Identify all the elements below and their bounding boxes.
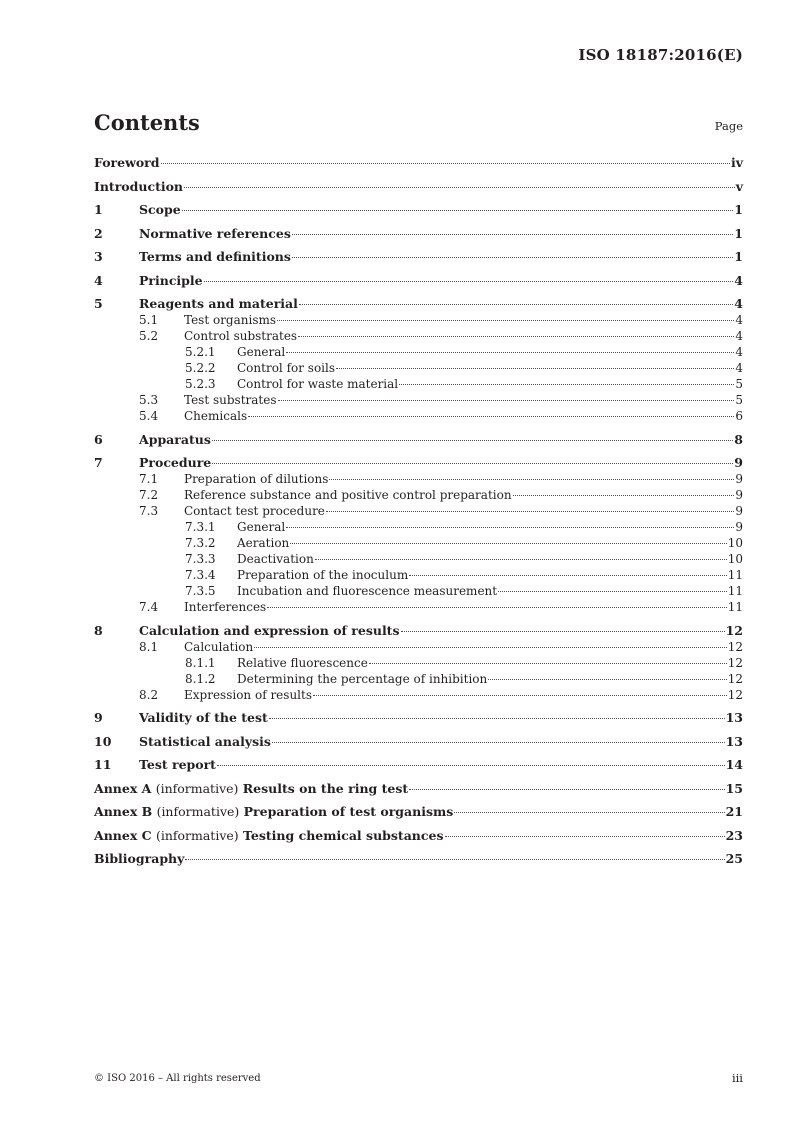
dot-leader bbox=[315, 558, 727, 560]
page-column-label: Page bbox=[714, 119, 743, 133]
toc-entry-page: 10 bbox=[727, 552, 743, 566]
toc-entry-number: 5 bbox=[94, 296, 103, 311]
toc-entry-title[interactable]: Introduction bbox=[94, 178, 184, 194]
toc-entry-number: 8 bbox=[94, 622, 103, 638]
dot-leader bbox=[513, 494, 735, 496]
toc-entry-page: 4 bbox=[734, 296, 743, 311]
dot-leader bbox=[212, 462, 733, 464]
page-title: Contents bbox=[94, 110, 200, 135]
dot-leader bbox=[454, 811, 724, 813]
toc-entry[interactable] bbox=[94, 471, 743, 487]
dot-leader bbox=[286, 351, 734, 353]
toc-entry[interactable] bbox=[94, 639, 743, 655]
toc-entry-number: 6 bbox=[94, 431, 103, 447]
toc-entry[interactable] bbox=[94, 328, 743, 344]
toc-entry-page: 11 bbox=[727, 584, 743, 598]
toc-entry-number: 8.2 bbox=[139, 687, 159, 702]
toc-entry-number: 2 bbox=[94, 225, 103, 241]
annex-type: (informative) bbox=[155, 827, 239, 843]
dot-leader bbox=[369, 662, 727, 664]
toc-entry-number: 7.3.1 bbox=[185, 520, 216, 534]
toc-entry-page: 9 bbox=[735, 504, 743, 518]
toc-entry-page: 12 bbox=[727, 639, 743, 654]
toc-entry-page: 25 bbox=[725, 851, 743, 866]
toc-entry[interactable] bbox=[94, 687, 743, 703]
toc-entry[interactable] bbox=[94, 455, 743, 471]
dot-leader bbox=[212, 439, 733, 441]
toc-entry[interactable] bbox=[94, 249, 743, 265]
toc-entry-number: 7.3.4 bbox=[185, 568, 216, 582]
dot-leader bbox=[286, 526, 734, 528]
toc-entry-title[interactable]: Apparatus bbox=[139, 431, 211, 447]
toc-entry-title[interactable]: Statistical analysis bbox=[139, 733, 271, 749]
dot-leader bbox=[336, 367, 734, 369]
toc-entry-number: 8.1.1 bbox=[185, 655, 216, 670]
toc-entry-page: 9 bbox=[735, 472, 743, 486]
toc-entry[interactable] bbox=[94, 671, 743, 687]
toc-entry[interactable] bbox=[94, 781, 743, 797]
toc-entry-title[interactable]: Reagents and material bbox=[139, 296, 298, 311]
dot-leader bbox=[313, 694, 727, 696]
dot-leader bbox=[248, 415, 734, 417]
toc-entry[interactable] bbox=[94, 202, 743, 218]
toc-entry[interactable] bbox=[94, 503, 743, 519]
document-id: ISO 18187:2016(E) bbox=[578, 46, 743, 64]
toc-entry-title[interactable]: Interferences bbox=[184, 600, 267, 614]
toc-entry-number: 8.1 bbox=[139, 639, 159, 654]
toc-entry[interactable] bbox=[94, 583, 743, 599]
toc-entry[interactable] bbox=[94, 179, 743, 195]
toc-entry-title[interactable]: Control substrates bbox=[184, 329, 298, 343]
toc-entry[interactable] bbox=[94, 567, 743, 583]
toc-entry-page: 1 bbox=[734, 249, 743, 264]
toc-entry[interactable] bbox=[94, 519, 743, 535]
toc-entry-title[interactable]: Foreword bbox=[94, 155, 160, 170]
annex-type: (informative) bbox=[155, 780, 239, 796]
toc-entry[interactable] bbox=[94, 273, 743, 289]
toc-entry-number: 7.3.3 bbox=[185, 552, 216, 566]
toc-entry-page: 13 bbox=[725, 733, 743, 749]
toc-entry[interactable] bbox=[94, 599, 743, 615]
toc-entry-title[interactable]: General bbox=[237, 345, 286, 359]
toc-entry-page: 6 bbox=[735, 409, 743, 423]
toc-entry-title[interactable]: Calculation and expression of results bbox=[139, 622, 400, 638]
dot-leader bbox=[269, 717, 725, 719]
toc-entry[interactable] bbox=[94, 392, 743, 408]
toc-entry-title[interactable]: Preparation of dilutions bbox=[184, 472, 329, 486]
toc-entry-title[interactable]: Control for waste material bbox=[237, 377, 399, 391]
dot-leader bbox=[204, 280, 734, 282]
dot-leader bbox=[292, 256, 733, 258]
toc-entry-page: 9 bbox=[735, 488, 743, 502]
toc-entry-page: 5 bbox=[735, 377, 743, 391]
dot-leader bbox=[272, 741, 725, 743]
dot-leader bbox=[409, 788, 724, 790]
toc-entry-title[interactable]: General bbox=[237, 520, 286, 534]
toc-entry[interactable] bbox=[94, 623, 743, 639]
dot-leader bbox=[254, 646, 726, 648]
toc-entry-number: 7.3 bbox=[139, 504, 159, 518]
toc-entry-page: 11 bbox=[727, 568, 743, 582]
toc-entry-number: 5.2.3 bbox=[185, 377, 216, 391]
toc-entry[interactable] bbox=[94, 655, 743, 671]
dot-leader bbox=[488, 678, 726, 680]
toc-entry[interactable] bbox=[94, 804, 743, 820]
dot-leader bbox=[401, 630, 725, 632]
toc-entry[interactable] bbox=[94, 226, 743, 242]
toc-entry-page: 21 bbox=[725, 804, 743, 819]
dot-leader bbox=[184, 186, 735, 188]
toc-entry[interactable] bbox=[94, 312, 743, 328]
toc-entry-title[interactable]: Test report bbox=[139, 757, 216, 772]
toc-entry-page: 12 bbox=[727, 671, 743, 686]
toc-entry-title[interactable]: Relative fluorescence bbox=[237, 655, 368, 670]
toc-entry-page: 4 bbox=[735, 345, 743, 359]
toc-entry[interactable] bbox=[94, 408, 743, 424]
dot-leader bbox=[185, 858, 724, 860]
toc-entry-title[interactable]: Control for soils bbox=[237, 361, 336, 375]
toc-entry-page: 5 bbox=[735, 393, 743, 407]
toc-entry[interactable] bbox=[94, 432, 743, 448]
toc-entry-page: 4 bbox=[734, 272, 743, 288]
toc-entry-title[interactable]: Calculation bbox=[184, 639, 254, 654]
dot-leader bbox=[299, 303, 733, 305]
toc-entry-title[interactable]: Principle bbox=[139, 272, 203, 288]
toc-entry-title[interactable]: Chemicals bbox=[184, 409, 248, 423]
toc-entry-title[interactable]: Aeration bbox=[237, 536, 290, 550]
toc-entry-number: 1 bbox=[94, 202, 103, 217]
toc-entry-title[interactable] bbox=[94, 781, 408, 797]
dot-leader bbox=[445, 835, 725, 837]
toc-entry-number: 10 bbox=[94, 733, 112, 749]
toc-entry[interactable] bbox=[94, 535, 743, 551]
dot-leader bbox=[292, 233, 733, 235]
toc-entry-page: 13 bbox=[725, 710, 743, 725]
toc-entry-page: 23 bbox=[725, 827, 743, 843]
toc-entry-title[interactable]: Procedure bbox=[139, 455, 212, 470]
toc-entry-title[interactable]: Deactivation bbox=[237, 552, 314, 566]
toc-entry-page: 12 bbox=[727, 655, 743, 670]
toc-entry[interactable] bbox=[94, 155, 743, 171]
annex-title: Preparation of test organisms bbox=[243, 804, 454, 819]
toc-entry-number: 7.3.5 bbox=[185, 584, 216, 598]
toc-entry-page: iv bbox=[730, 155, 743, 170]
toc-entry-number: 5.3 bbox=[139, 393, 159, 407]
dot-leader bbox=[277, 319, 734, 321]
toc-entry[interactable] bbox=[94, 487, 743, 503]
toc-entry[interactable] bbox=[94, 828, 743, 844]
annex-title: Testing chemical substances bbox=[243, 827, 444, 843]
dot-leader bbox=[326, 510, 734, 512]
toc-entry-page: 1 bbox=[734, 225, 743, 241]
dot-leader bbox=[161, 162, 730, 164]
toc-entry-page: 12 bbox=[727, 687, 743, 702]
dot-leader bbox=[182, 209, 734, 211]
copyright-notice: © ISO 2016 – All rights reserved bbox=[94, 1073, 261, 1084]
annex-label: Annex B bbox=[94, 804, 153, 819]
toc-entry-number: 5.1 bbox=[139, 313, 159, 327]
toc-entry-title[interactable]: Preparation of the inoculum bbox=[237, 568, 409, 582]
toc-entry[interactable] bbox=[94, 296, 743, 312]
toc-entry-number: 5.2.1 bbox=[185, 345, 216, 359]
toc-entry-page: 4 bbox=[735, 329, 743, 343]
toc-entry-page: v bbox=[735, 178, 743, 194]
toc-entry-number: 9 bbox=[94, 710, 103, 725]
toc-entry-number: 7.3.2 bbox=[185, 536, 216, 550]
page-number: iii bbox=[731, 1071, 743, 1085]
annex-title: Results on the ring test bbox=[242, 780, 409, 796]
toc-entry-number: 7 bbox=[94, 455, 103, 470]
annex-type: (informative) bbox=[156, 804, 240, 819]
toc-entry-number: 7.2 bbox=[139, 488, 159, 502]
toc-entry-title[interactable]: Contact test procedure bbox=[184, 504, 325, 518]
toc-entry-title[interactable]: Expression of results bbox=[184, 687, 312, 702]
toc-entry[interactable] bbox=[94, 344, 743, 360]
toc-entry[interactable] bbox=[94, 551, 743, 567]
toc-entry[interactable] bbox=[94, 851, 743, 867]
toc-entry-title[interactable]: Reference substance and positive control preparation bbox=[184, 488, 512, 502]
toc-entry-page: 8 bbox=[734, 431, 743, 447]
toc-entry-number: 3 bbox=[94, 249, 103, 264]
dot-leader bbox=[399, 383, 734, 385]
toc-entry-title[interactable]: Test substrates bbox=[184, 393, 277, 407]
toc-entry-number: 5.4 bbox=[139, 409, 159, 423]
toc-entry-number: 7.1 bbox=[139, 472, 159, 486]
dot-leader bbox=[290, 542, 726, 544]
toc-entry-number: 4 bbox=[94, 272, 103, 288]
toc-entry-title[interactable]: Determining the percentage of inhibition bbox=[237, 671, 488, 686]
dot-leader bbox=[498, 590, 727, 592]
toc-entry-title[interactable]: Bibliography bbox=[94, 851, 185, 866]
toc-entry[interactable] bbox=[94, 710, 743, 726]
table-of-contents bbox=[94, 155, 743, 867]
toc-entry-page: 10 bbox=[727, 536, 743, 550]
toc-entry-page: 1 bbox=[734, 202, 743, 217]
dot-leader bbox=[329, 478, 734, 480]
toc-entry[interactable] bbox=[94, 757, 743, 773]
toc-entry-page: 12 bbox=[725, 622, 743, 638]
dot-leader bbox=[278, 399, 735, 401]
toc-entry-number: 5.2 bbox=[139, 329, 159, 343]
toc-entry-title[interactable] bbox=[94, 828, 444, 844]
toc-entry[interactable] bbox=[94, 376, 743, 392]
dot-leader bbox=[409, 574, 727, 576]
toc-entry-page: 11 bbox=[727, 600, 743, 614]
toc-entry-number: 7.4 bbox=[139, 600, 159, 614]
dot-leader bbox=[267, 606, 727, 608]
toc-entry-page: 14 bbox=[725, 757, 743, 772]
toc-entry-page: 9 bbox=[734, 455, 743, 470]
dot-leader bbox=[298, 335, 734, 337]
toc-entry-page: 9 bbox=[735, 520, 743, 534]
toc-entry-title[interactable]: Scope bbox=[139, 202, 181, 217]
toc-entry-title[interactable]: Test organisms bbox=[184, 313, 277, 327]
toc-entry[interactable] bbox=[94, 360, 743, 376]
toc-entry-number: 8.1.2 bbox=[185, 671, 216, 686]
toc-entry-title[interactable]: Incubation and fluorescence measurement bbox=[237, 584, 498, 598]
annex-label: Annex C bbox=[94, 827, 152, 843]
annex-label: Annex A bbox=[94, 780, 152, 796]
toc-entry-page: 4 bbox=[735, 361, 743, 375]
toc-entry-title[interactable]: Validity of the test bbox=[139, 710, 268, 725]
toc-entry-number: 5.2.2 bbox=[185, 361, 216, 375]
toc-entry-page: 15 bbox=[725, 780, 743, 796]
toc-entry-number: 11 bbox=[94, 757, 112, 772]
toc-entry[interactable] bbox=[94, 734, 743, 750]
toc-entry-title[interactable]: Terms and definitions bbox=[139, 249, 291, 264]
dot-leader bbox=[217, 764, 725, 766]
toc-entry-title[interactable] bbox=[94, 804, 453, 820]
toc-entry-title[interactable]: Normative references bbox=[139, 225, 291, 241]
toc-entry-page: 4 bbox=[735, 313, 743, 327]
